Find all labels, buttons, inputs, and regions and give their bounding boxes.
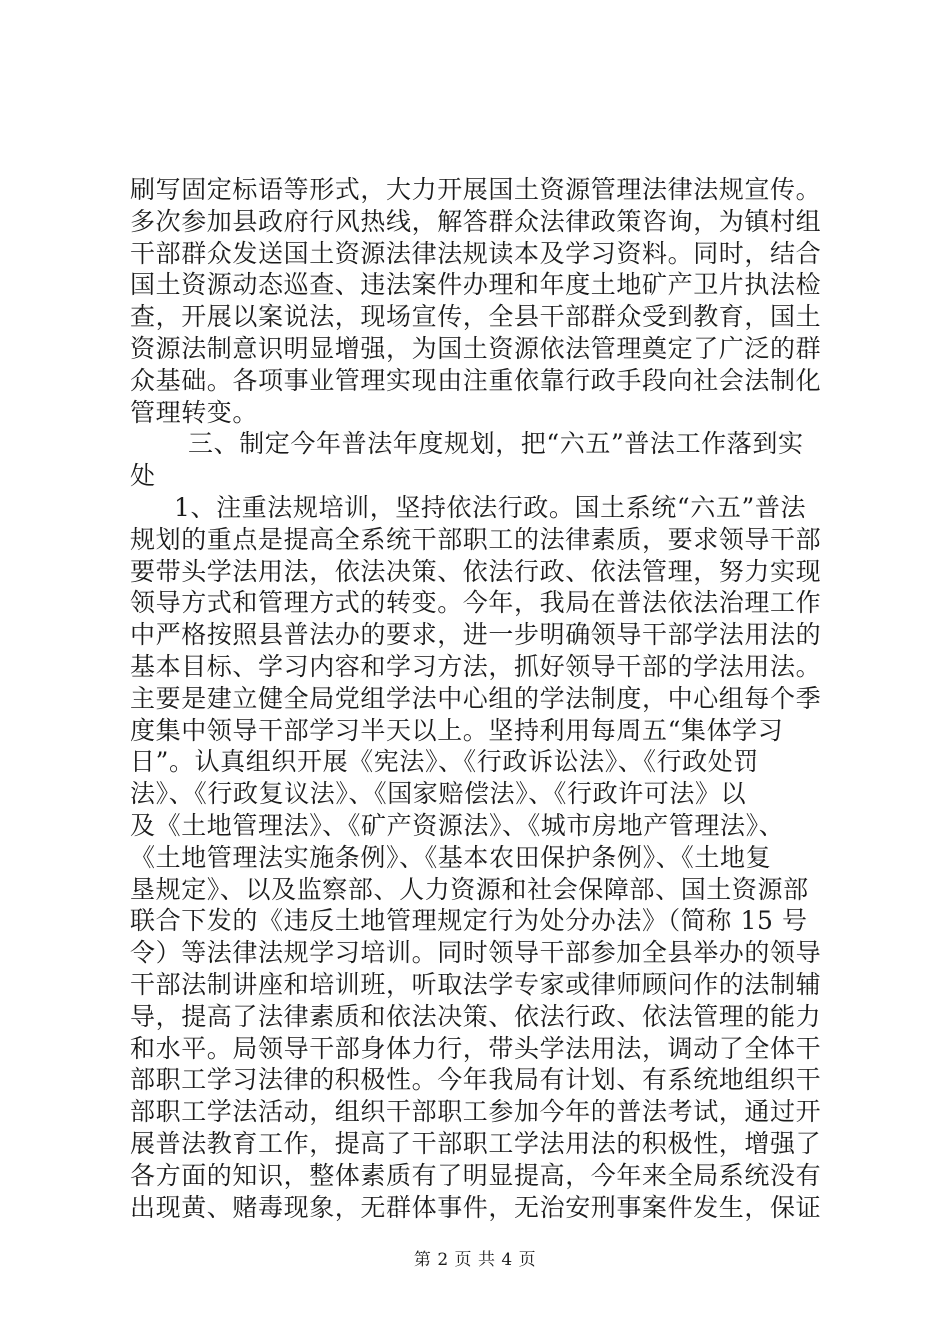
text-line: 及《土地管理法》、《矿产资源法》、《城市房地产管理法》、 — [130, 810, 785, 840]
text-line: 垦规定》、以及监察部、人力资源和社会保障部、国土资源部 — [130, 874, 809, 904]
text-line: 出现黄、赌毒现象，无群体事件，无治安刑事案件发生，保证 — [130, 1192, 822, 1222]
text-line: 多次参加县政府行风热线，解答群众法律政策咨询，为镇村组 — [130, 206, 822, 236]
text-line: 各方面的知识，整体素质有了明显提高，今年来全局系统没有 — [130, 1160, 822, 1190]
section-heading: 三、制定今年普法年度规划，把“六五”普法工作落到实 — [188, 429, 804, 459]
text-line: 要带头学法用法，依法决策、依法行政、依法管理，努力实现 — [130, 556, 822, 586]
text-line: 和水平。局领导干部身体力行，带头学法用法，调动了全体干 — [130, 1033, 822, 1063]
text-line: 资源法制意识明显增强，为国土资源依法管理奠定了广泛的群 — [130, 333, 822, 363]
text-line: 领导方式和管理方式的转变。今年，我局在普法依法治理工作 — [130, 588, 822, 618]
text-line: 刷写固定标语等形式，大力开展国土资源管理法律法规宣传。 — [130, 175, 822, 204]
text-line: 日”。认真组织开展《宪法》、《行政诉讼法》、《行政处罚 — [130, 747, 759, 777]
text-line: 部职工学习法律的积极性。今年我局有计划、有系统地组织干 — [130, 1065, 822, 1095]
text-line: 法》、《行政复议法》、《国家赔偿法》、《行政许可法》以 — [130, 779, 747, 809]
text-line: 规划的重点是提高全系统干部职工的法律素质，要求领导干部 — [130, 524, 822, 554]
text-line: 中严格按照县普法办的要求，进一步明确领导干部学法用法的 — [130, 620, 822, 650]
text-line: 查，开展以案说法，现场宣传，全县干部群众受到教育，国土 — [130, 302, 822, 332]
page-number-footer: 第 2 页 共 4 页 — [413, 1250, 537, 1270]
section-heading-continuation: 处 — [130, 461, 156, 491]
text-line: 导，提高了法律素质和依法决策、依法行政、依法管理的能力 — [130, 1001, 822, 1031]
text-line: 众基础。各项事业管理实现由注重依靠行政手段向社会法制化 — [130, 365, 822, 395]
body-text — [130, 174, 830, 1223]
text-line: 部职工学法活动，组织干部职工参加今年的普法考试，通过开 — [130, 1097, 822, 1127]
text-line: 度集中领导干部学习半天以上。坚持利用每周五“集体学习 — [130, 715, 784, 745]
text-line: 管理转变。 — [130, 397, 259, 427]
text-line: 联合下发的《违反土地管理规定行为处分办法》（简称 15 号 — [130, 906, 808, 936]
text-line: 干部群众发送国土资源法律法规读本及学习资料。同时，结合 — [130, 238, 822, 268]
text-line: 令）等法律法规学习培训。同时领导干部参加全县举办的领导 — [130, 938, 822, 968]
paragraph-start: 1、注重法规培训，坚持依法行政。国土系统“六五”普法 — [174, 492, 807, 522]
text-line: 《土地管理法实施条例》、《基本农田保护条例》、《土地复 — [130, 842, 772, 872]
text-line: 基本目标、学习内容和学习方法，抓好领导干部的学法用法。 — [130, 651, 822, 681]
text-line: 国土资源动态巡查、违法案件办理和年度土地矿产卫片执法检 — [130, 270, 822, 300]
text-line: 展普法教育工作，提高了干部职工学法用法的积极性，增强了 — [130, 1128, 822, 1158]
text-line: 主要是建立健全局党组学法中心组的学法制度，中心组每个季 — [130, 683, 822, 713]
text-line: 干部法制讲座和培训班，听取法学专家或律师顾问作的法制辅 — [130, 969, 822, 999]
